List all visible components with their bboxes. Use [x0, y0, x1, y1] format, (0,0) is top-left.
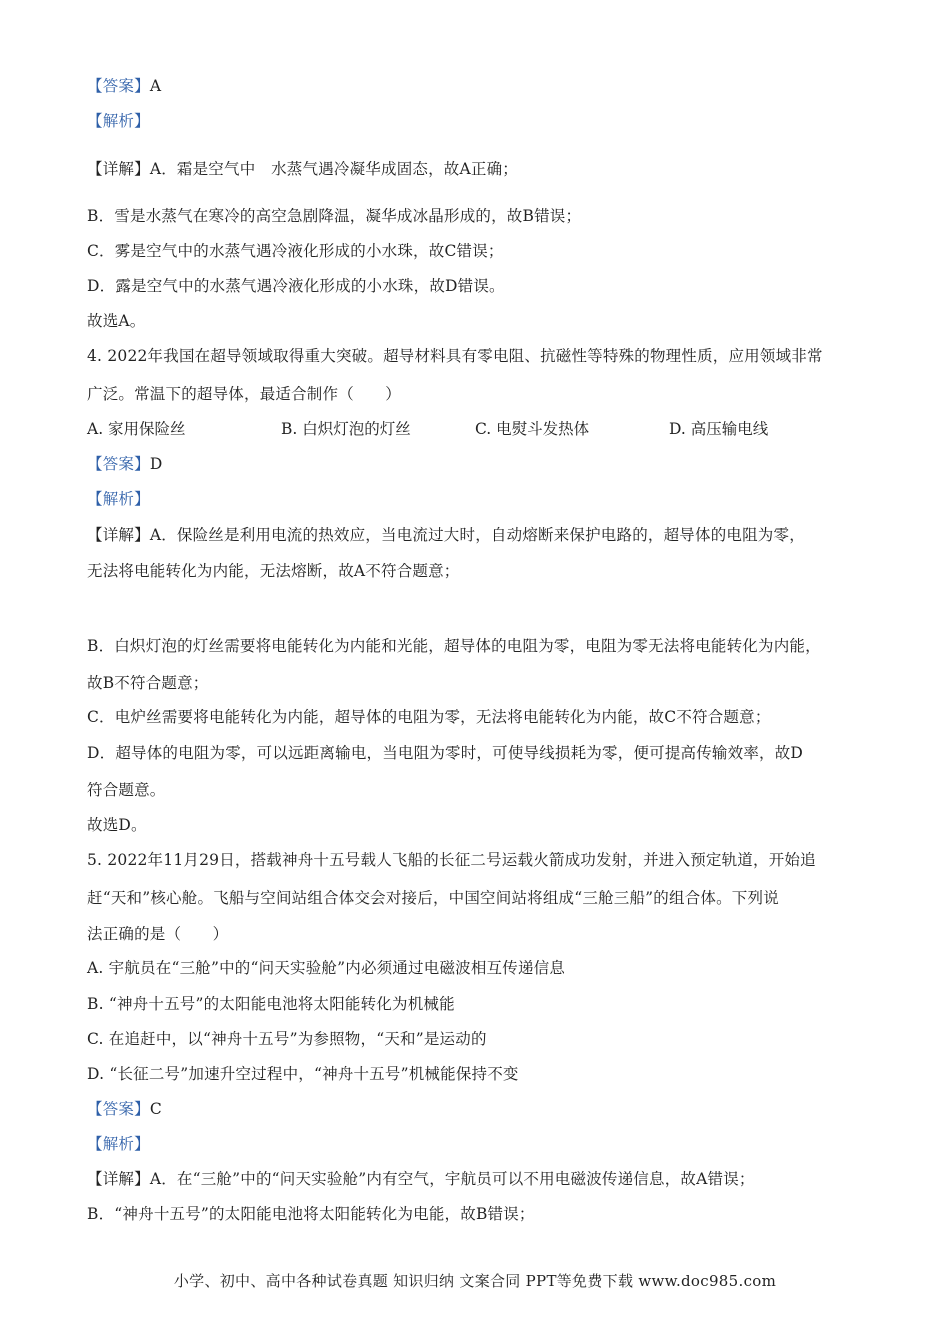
- question-stem: 5. 2022年11月29日，搭载神舟十五号载人飞船的长征二号运载火箭成功发射，并进入预定轨道，开始追: [87, 851, 816, 869]
- option-b: B. “神舟十五号”的太阳能电池将太阳能转化为机械能: [87, 995, 455, 1013]
- option-a: A. 宇航员在“三舱”中的“问天实验舱”内必须通过电磁波相互传递信息: [87, 959, 566, 977]
- detail-line: C．电炉丝需要将电能转化为内能，超导体的电阻为零，无法将电能转化为内能，故C不符合题意；: [87, 708, 771, 726]
- option-a: A. 家用保险丝: [87, 420, 186, 438]
- option-c: C. 在追赶中，以“神舟十五号”为参照物，“天和”是运动的: [87, 1030, 487, 1048]
- analysis-heading: 【解析】: [87, 112, 150, 130]
- conclusion-line: 故选D。: [87, 816, 147, 834]
- option-d: D. “长征二号”加速升空过程中，“神舟十五号”机械能保持不变: [87, 1065, 519, 1083]
- question-stem: 广泛。常温下的超导体，最适合制作（ ）: [87, 385, 402, 403]
- detail-line: B．“神舟十五号”的太阳能电池将太阳能转化为电能，故B错误；: [87, 1205, 535, 1223]
- page-footer: 小学、初中、高中各种试卷真题 知识归纳 文案合同 PPT等免费下载 www.doc985.com: [173, 1272, 777, 1290]
- analysis-heading: 【解析】: [87, 1135, 150, 1153]
- detail-line: B．白炽灯泡的灯丝需要将电能转化为内能和光能，超导体的电阻为零，电阻为零无法将电能转化为内能，: [87, 637, 821, 655]
- answer-line: 【答案】C: [87, 1100, 162, 1118]
- question-stem: 4. 2022年我国在超导领域取得重大突破。超导材料具有零电阻、抗磁性等特殊的物理性质，应用领域非常: [87, 347, 823, 365]
- question-stem: 赶“天和”核心舱。飞船与空间站组合体交会对接后，中国空间站将组成“三舱三船”的组合体。下列说: [87, 889, 779, 907]
- detail-line: 故B不符合题意；: [87, 674, 209, 692]
- detail-line: D．超导体的电阻为零，可以远距离输电，当电阻为零时，可使导线损耗为零，便可提高传输效率，故D: [87, 744, 804, 762]
- answer-line: 【答案】A: [87, 77, 162, 95]
- detail-line: B．雪是水蒸气在寒冷的高空急剧降温，凝华成冰晶形成的，故B错误；: [87, 207, 582, 225]
- option-b: B. 白炽灯泡的灯丝: [281, 420, 411, 438]
- detail-line: 无法将电能转化为内能，无法熔断，故A不符合题意；: [87, 562, 460, 580]
- question-stem: 法正确的是（ ）: [87, 925, 229, 943]
- detail-line: 【详解】A．保险丝是利用电流的热效应，当电流过大时，自动熔断来保护电路的，超导体的电阻为零，: [87, 526, 805, 544]
- detail-line: 【详解】A．在“三舱”中的“问天实验舱”内有空气，宇航员可以不用电磁波传递信息，故A错误；: [87, 1170, 755, 1188]
- option-d: D. 高压输电线: [669, 420, 769, 438]
- detail-line: 符合题意。: [87, 781, 166, 799]
- answer-line: 【答案】D: [87, 455, 163, 473]
- detail-line: D．露是空气中的水蒸气遇冷液化形成的小水珠，故D错误。: [87, 277, 505, 295]
- detail-line: 【详解】A．霜是空气中 水蒸气遇冷凝华成固态，故A正确；: [87, 160, 519, 178]
- conclusion-line: 故选A。: [87, 312, 146, 330]
- detail-line: C．雾是空气中的水蒸气遇冷液化形成的小水珠，故C错误；: [87, 242, 504, 260]
- option-c: C. 电熨斗发热体: [475, 420, 590, 438]
- analysis-heading: 【解析】: [87, 490, 150, 508]
